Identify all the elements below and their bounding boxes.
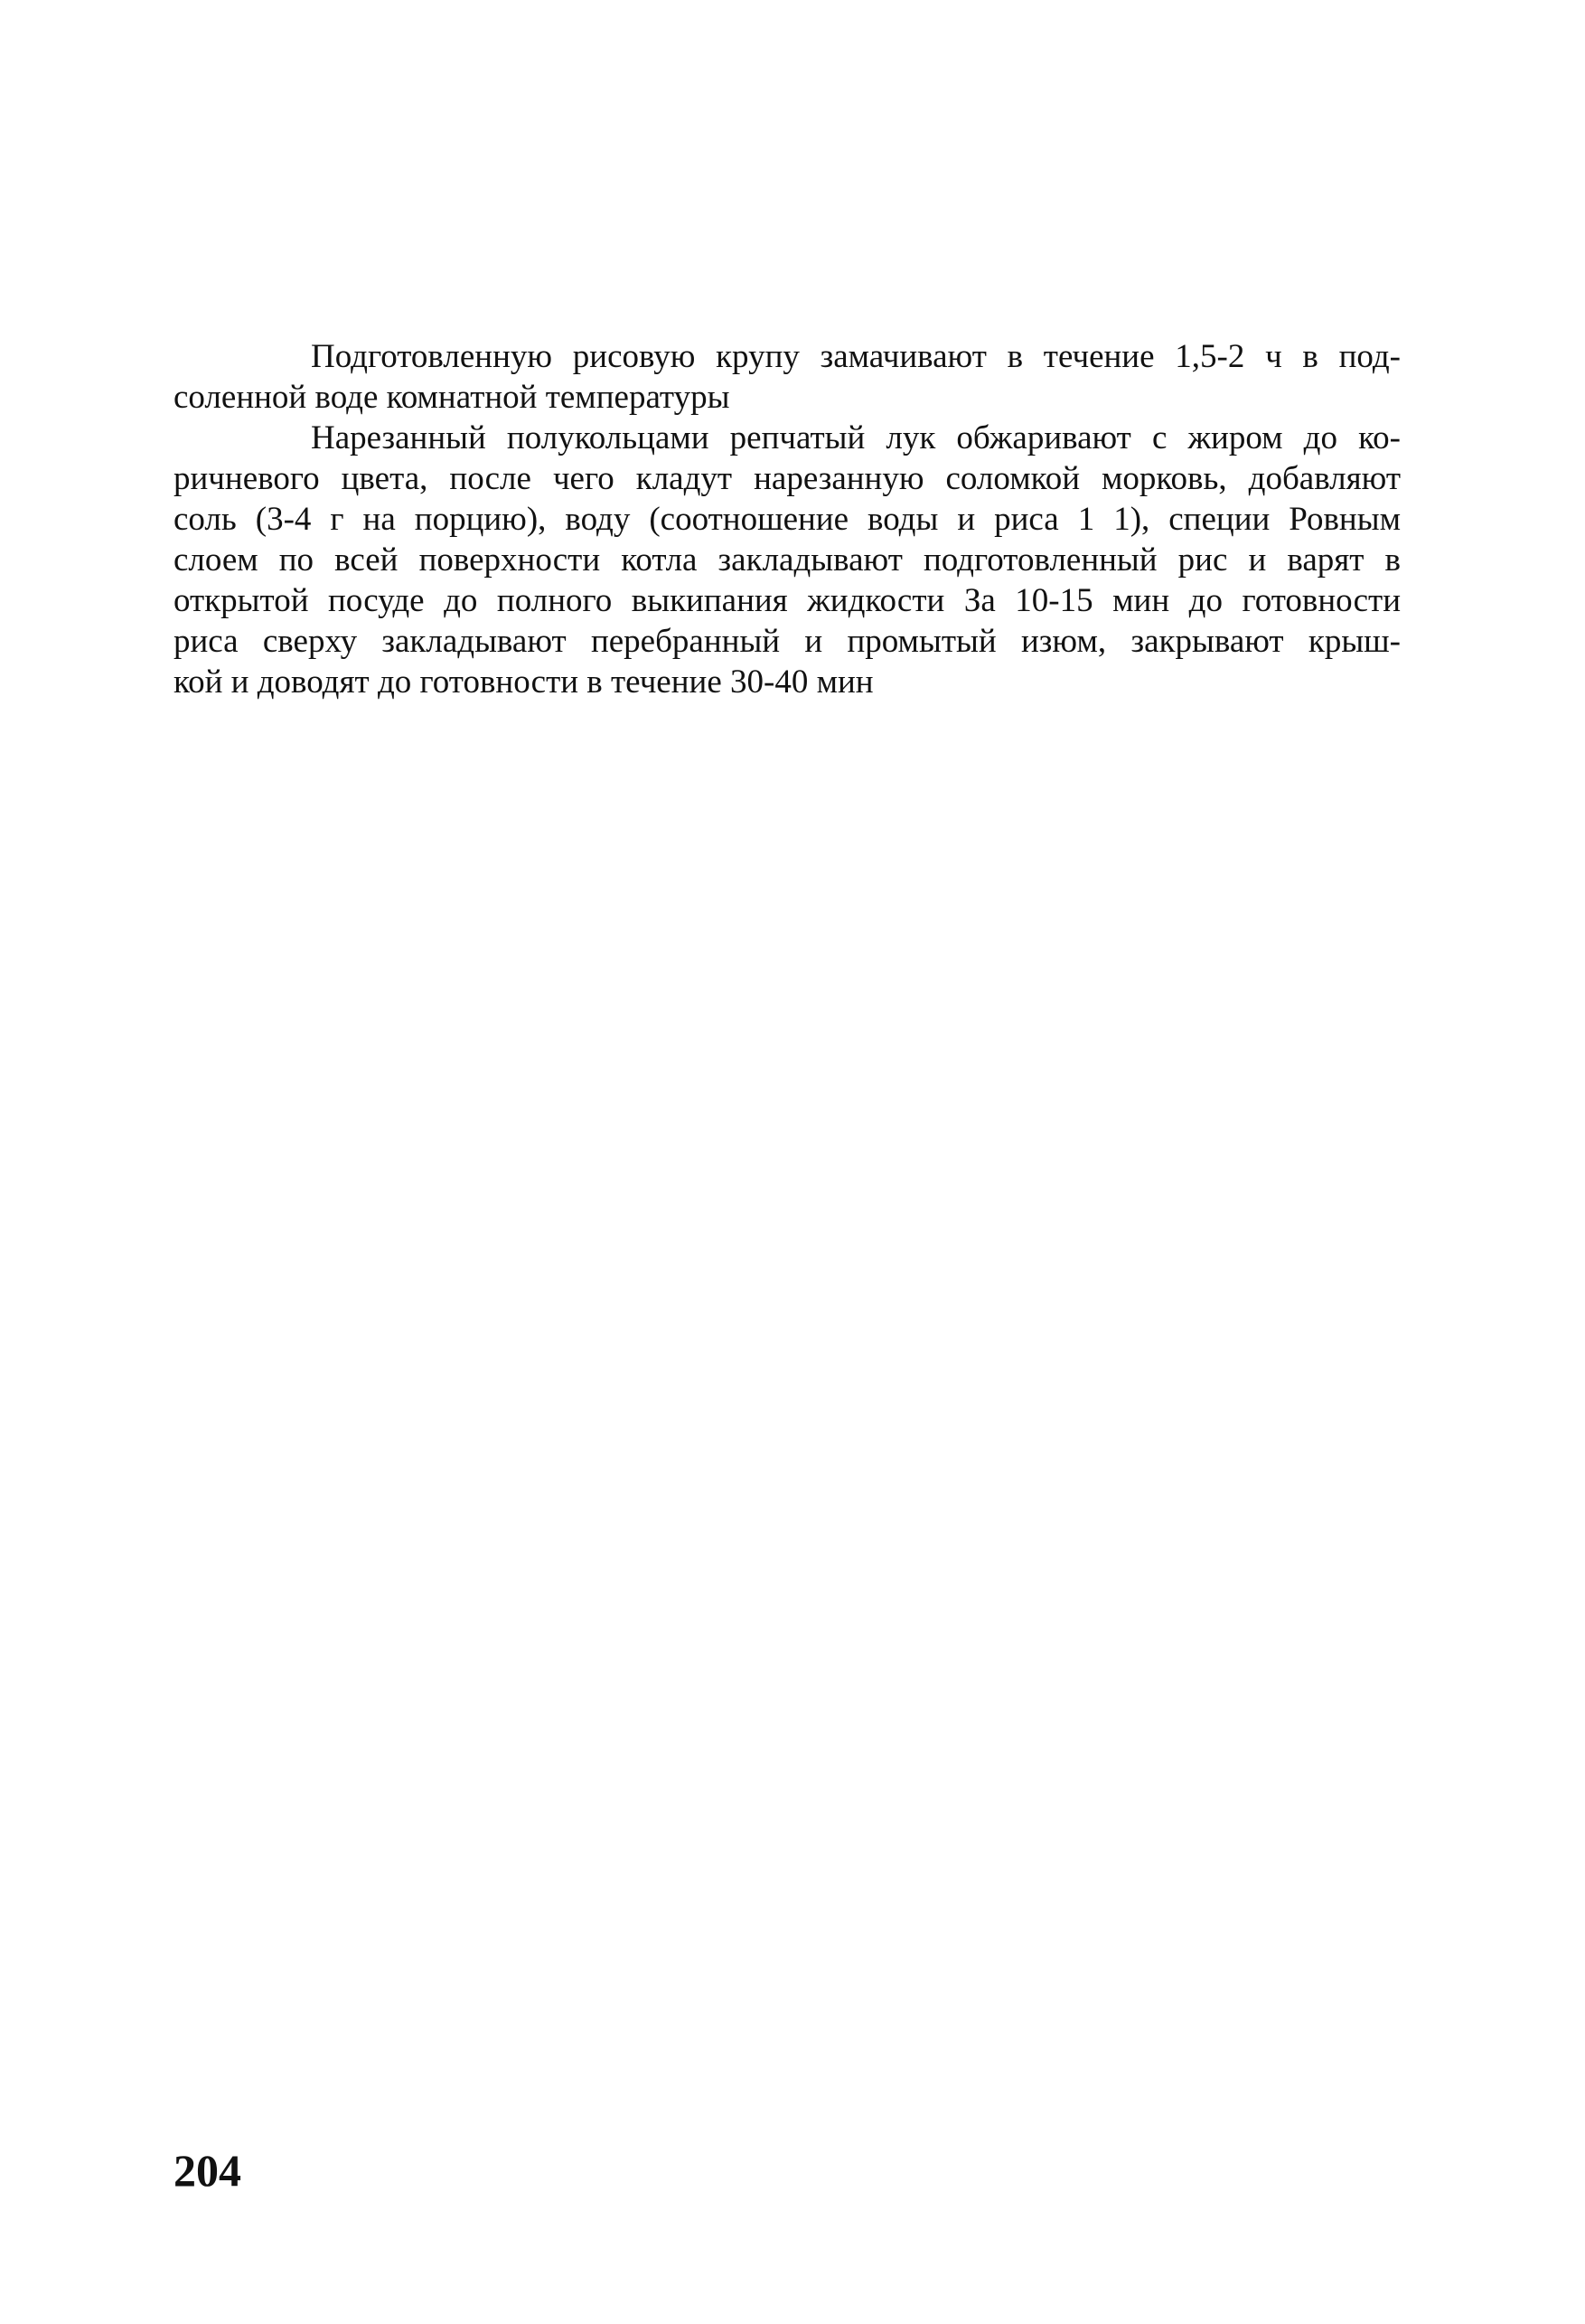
text-line: открытой посуде до полного выкипания жидкости За 10-15 мин до готовности <box>174 582 1401 619</box>
text-line: Подготовленную рисовую крупу замачивают в течение 1,5-2 ч в под- <box>311 338 1401 375</box>
paragraph-rice-soaking <box>174 336 1401 418</box>
text-line: соль (3-4 г на порцию), воду (соотношение воды и риса 1 1), специи Ровным <box>174 501 1401 538</box>
page-number: 204 <box>174 2145 241 2196</box>
text-line: слоем по всей поверхности котла закладывают подготовленный рис и варят в <box>174 541 1401 579</box>
text-line: риса сверху закладывают перебранный и промытый изюм, закрывают крыш- <box>174 623 1401 660</box>
text-line: Нарезанный полукольцами репчатый лук обжаривают с жиром до ко- <box>311 419 1401 456</box>
body-text <box>174 336 1401 702</box>
text-line: кой и доводят до готовности в течение 30-40 мин <box>174 663 874 701</box>
text-line: соленной воде комнатной температуры <box>174 379 730 416</box>
text-line: ричневого цвета, после чего кладут нарезанную соломкой морковь, добавляют <box>174 460 1401 497</box>
paragraph-cooking-method <box>174 418 1401 702</box>
